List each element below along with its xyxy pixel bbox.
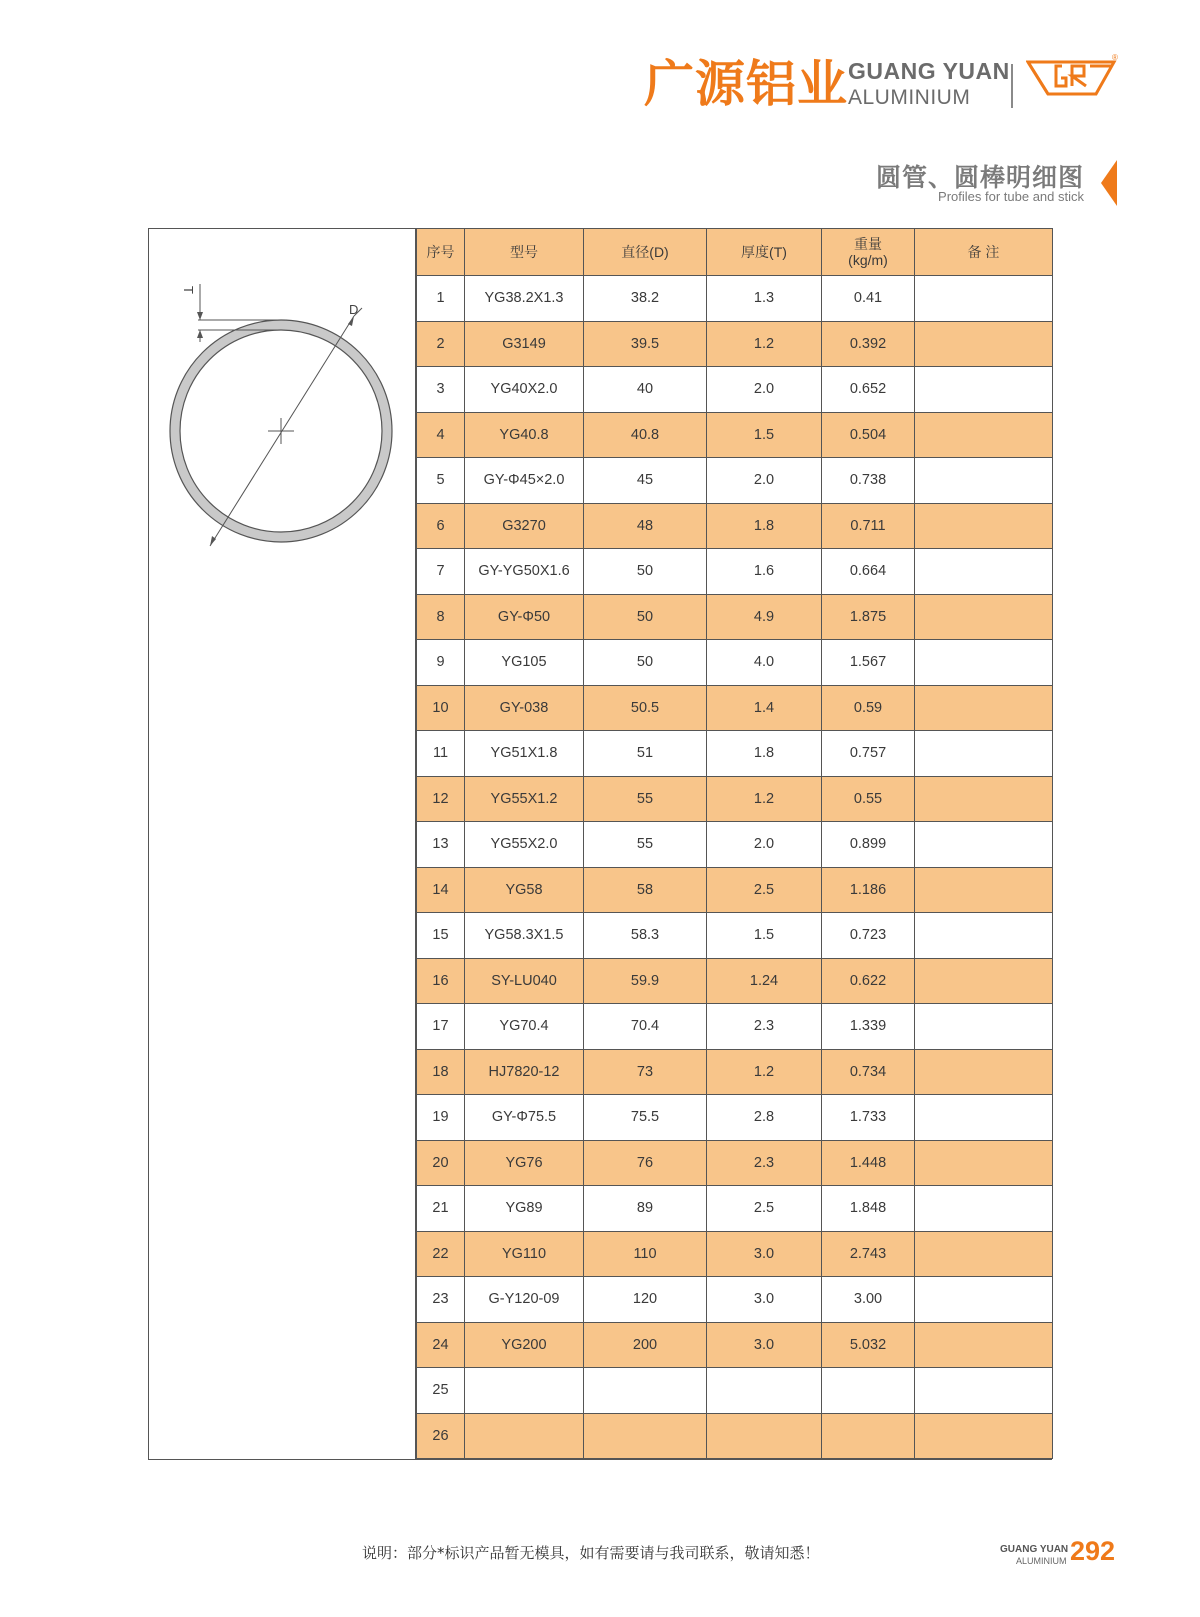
header-model: 型号: [465, 229, 584, 276]
cell-model: SY-LU040: [465, 958, 584, 1004]
cell-diameter: 39.5: [584, 321, 707, 367]
diagram-panel: [148, 228, 416, 1460]
cell-weight: 5.032: [822, 1322, 915, 1368]
cell-weight: 2.743: [822, 1231, 915, 1277]
cell-note: [915, 1095, 1053, 1141]
cell-weight: 0.734: [822, 1049, 915, 1095]
cell-weight: 0.664: [822, 549, 915, 595]
cell-idx: 6: [417, 503, 465, 549]
cell-weight: 0.55: [822, 776, 915, 822]
cell-idx: 25: [417, 1368, 465, 1414]
cell-note: [915, 458, 1053, 504]
cell-note: [915, 412, 1053, 458]
cell-diameter: 73: [584, 1049, 707, 1095]
cell-weight: 1.848: [822, 1186, 915, 1232]
table-header-row: [417, 229, 1053, 276]
header-weight-line2: (kg/m): [848, 252, 888, 268]
cell-weight: 1.448: [822, 1140, 915, 1186]
header-weight-line1: 重量: [854, 236, 882, 252]
cell-weight: [822, 1368, 915, 1414]
cell-model: YG110: [465, 1231, 584, 1277]
cell-note: [915, 276, 1053, 322]
cell-idx: 5: [417, 458, 465, 504]
header-idx: 序号: [417, 229, 465, 276]
cell-diameter: 75.5: [584, 1095, 707, 1141]
cell-weight: 1.186: [822, 867, 915, 913]
cell-model: YG200: [465, 1322, 584, 1368]
cell-diameter: 48: [584, 503, 707, 549]
cell-model: YG58.3X1.5: [465, 913, 584, 959]
diameter-label: D: [349, 302, 359, 317]
brand-name-cn: 广源铝业: [644, 55, 848, 113]
cell-diameter: 76: [584, 1140, 707, 1186]
cell-weight: 0.622: [822, 958, 915, 1004]
table-row: [417, 640, 1053, 686]
cell-thickness: 1.2: [707, 776, 822, 822]
table-row: [417, 549, 1053, 595]
header-note: 备 注: [915, 229, 1053, 276]
cell-note: [915, 594, 1053, 640]
cell-thickness: 3.0: [707, 1231, 822, 1277]
cell-idx: 8: [417, 594, 465, 640]
cell-model: YG58: [465, 867, 584, 913]
cell-weight: 0.59: [822, 685, 915, 731]
cell-weight: 0.738: [822, 458, 915, 504]
cell-model: YG55X2.0: [465, 822, 584, 868]
table-row: [417, 867, 1053, 913]
cell-note: [915, 731, 1053, 777]
table-row: [417, 1095, 1053, 1141]
cell-thickness: 1.5: [707, 913, 822, 959]
footer-brand-line1: GUANG YUAN: [1000, 1544, 1069, 1555]
cell-thickness: 1.24: [707, 958, 822, 1004]
cell-idx: 4: [417, 412, 465, 458]
thickness-label: T: [181, 286, 196, 294]
table-row: [417, 1277, 1053, 1323]
cell-note: [915, 1049, 1053, 1095]
left-arrow-marker-icon: [1100, 160, 1118, 206]
table-row: [417, 1231, 1053, 1277]
table-row: [417, 776, 1053, 822]
cell-thickness: 2.8: [707, 1095, 822, 1141]
cell-diameter: 50: [584, 640, 707, 686]
cell-thickness: 1.4: [707, 685, 822, 731]
cell-diameter: 110: [584, 1231, 707, 1277]
cell-model: GY-Φ75.5: [465, 1095, 584, 1141]
cell-weight: 1.733: [822, 1095, 915, 1141]
cell-diameter: 45: [584, 458, 707, 504]
table-row: [417, 913, 1053, 959]
cell-idx: 14: [417, 867, 465, 913]
cell-diameter: 89: [584, 1186, 707, 1232]
cell-weight: 0.723: [822, 913, 915, 959]
cell-model: YG40X2.0: [465, 367, 584, 413]
cell-note: [915, 685, 1053, 731]
table-row: [417, 367, 1053, 413]
cell-idx: 17: [417, 1004, 465, 1050]
cell-diameter: 38.2: [584, 276, 707, 322]
cell-weight: 0.757: [822, 731, 915, 777]
cell-idx: 22: [417, 1231, 465, 1277]
cell-diameter: 50: [584, 594, 707, 640]
cell-model: YG38.2X1.3: [465, 276, 584, 322]
cell-thickness: 2.0: [707, 367, 822, 413]
cell-note: [915, 1186, 1053, 1232]
cell-diameter: 55: [584, 822, 707, 868]
cell-model: HJ7820-12: [465, 1049, 584, 1095]
cell-thickness: 1.3: [707, 276, 822, 322]
cell-model: GY-YG50X1.6: [465, 549, 584, 595]
cell-diameter: [584, 1413, 707, 1459]
registered-mark: ®: [1112, 53, 1118, 62]
cell-weight: 0.392: [822, 321, 915, 367]
cell-diameter: 40: [584, 367, 707, 413]
cell-weight: 1.875: [822, 594, 915, 640]
table-row: [417, 594, 1053, 640]
cell-model: [465, 1413, 584, 1459]
cell-model: YG89: [465, 1186, 584, 1232]
cell-thickness: 3.0: [707, 1322, 822, 1368]
cell-model: GY-Φ50: [465, 594, 584, 640]
cell-idx: 7: [417, 549, 465, 595]
cell-idx: 24: [417, 1322, 465, 1368]
cell-idx: 11: [417, 731, 465, 777]
table-row: [417, 412, 1053, 458]
table-row: [417, 1186, 1053, 1232]
brand-name-en-line2: ALUMINIUM: [848, 86, 971, 109]
spec-table: [416, 228, 1053, 1459]
table-row: [417, 1140, 1053, 1186]
cell-model: YG51X1.8: [465, 731, 584, 777]
cell-note: [915, 1140, 1053, 1186]
cell-weight: 0.652: [822, 367, 915, 413]
table-row: [417, 685, 1053, 731]
cell-thickness: 4.0: [707, 640, 822, 686]
cell-diameter: 58.3: [584, 913, 707, 959]
cell-thickness: [707, 1368, 822, 1414]
brand-name-en-line1: GUANG YUAN: [848, 58, 1010, 84]
table-row: [417, 503, 1053, 549]
table-row: [417, 1413, 1053, 1459]
cell-note: [915, 1277, 1053, 1323]
cell-thickness: 2.5: [707, 1186, 822, 1232]
footer-brand-line2: ALUMINIUM: [1016, 1556, 1067, 1566]
cell-note: [915, 958, 1053, 1004]
cell-thickness: 2.3: [707, 1004, 822, 1050]
cell-note: [915, 1004, 1053, 1050]
cell-model: YG70.4: [465, 1004, 584, 1050]
table-row: [417, 822, 1053, 868]
cell-diameter: [584, 1368, 707, 1414]
cell-idx: 16: [417, 958, 465, 1004]
cell-model: GY-038: [465, 685, 584, 731]
cell-idx: 12: [417, 776, 465, 822]
table-row: [417, 958, 1053, 1004]
cell-model: YG40.8: [465, 412, 584, 458]
cell-weight: 1.567: [822, 640, 915, 686]
cell-idx: 23: [417, 1277, 465, 1323]
cell-idx: 1: [417, 276, 465, 322]
cell-idx: 13: [417, 822, 465, 868]
cell-diameter: 59.9: [584, 958, 707, 1004]
header-diameter: 直径(D): [584, 229, 707, 276]
cell-diameter: 70.4: [584, 1004, 707, 1050]
cell-idx: 3: [417, 367, 465, 413]
brand-separator: [1011, 64, 1013, 108]
cell-model: [465, 1368, 584, 1414]
cell-thickness: 4.9: [707, 594, 822, 640]
cell-idx: 19: [417, 1095, 465, 1141]
footnote: 说明：部分*标识产品暂无模具，如有需要请与我司联系，敬请知悉！: [362, 1544, 820, 1562]
table-row: [417, 276, 1053, 322]
cell-idx: 9: [417, 640, 465, 686]
cell-note: [915, 321, 1053, 367]
cell-note: [915, 913, 1053, 959]
cell-note: [915, 776, 1053, 822]
cell-idx: 18: [417, 1049, 465, 1095]
table-row: [417, 1049, 1053, 1095]
cell-note: [915, 503, 1053, 549]
cell-note: [915, 867, 1053, 913]
cell-thickness: 2.3: [707, 1140, 822, 1186]
cell-model: YG55X1.2: [465, 776, 584, 822]
cell-thickness: 3.0: [707, 1277, 822, 1323]
cell-thickness: [707, 1413, 822, 1459]
cell-weight: 0.899: [822, 822, 915, 868]
cell-note: [915, 367, 1053, 413]
cell-note: [915, 549, 1053, 595]
company-logo-icon: [1026, 52, 1121, 102]
cell-note: [915, 1322, 1053, 1368]
cell-diameter: 51: [584, 731, 707, 777]
cell-thickness: 1.2: [707, 1049, 822, 1095]
cell-model: YG105: [465, 640, 584, 686]
tube-cross-section-diagram: [148, 228, 416, 588]
cell-model: YG76: [465, 1140, 584, 1186]
cell-thickness: 1.8: [707, 503, 822, 549]
cell-model: G3149: [465, 321, 584, 367]
cell-note: [915, 822, 1053, 868]
cell-idx: 20: [417, 1140, 465, 1186]
cell-diameter: 50.5: [584, 685, 707, 731]
cell-idx: 26: [417, 1413, 465, 1459]
cell-diameter: 120: [584, 1277, 707, 1323]
cell-weight: 0.711: [822, 503, 915, 549]
cell-weight: [822, 1413, 915, 1459]
cell-diameter: 40.8: [584, 412, 707, 458]
cell-idx: 10: [417, 685, 465, 731]
header-weight: [822, 229, 915, 276]
cell-note: [915, 1413, 1053, 1459]
table-row: [417, 1322, 1053, 1368]
section-title: 圆管、圆棒明细图: [875, 163, 1084, 192]
cell-diameter: 55: [584, 776, 707, 822]
cell-thickness: 1.8: [707, 731, 822, 777]
cell-thickness: 1.6: [707, 549, 822, 595]
table-row: [417, 1004, 1053, 1050]
page-number: 292: [1070, 1536, 1116, 1566]
cell-thickness: 2.0: [707, 458, 822, 504]
cell-weight: 3.00: [822, 1277, 915, 1323]
cell-weight: 1.339: [822, 1004, 915, 1050]
cell-idx: 15: [417, 913, 465, 959]
cell-thickness: 2.0: [707, 822, 822, 868]
cell-thickness: 1.2: [707, 321, 822, 367]
cell-diameter: 50: [584, 549, 707, 595]
table-row: [417, 1368, 1053, 1414]
cell-model: G3270: [465, 503, 584, 549]
header-thickness: 厚度(T): [707, 229, 822, 276]
section-subtitle: Profiles for tube and stick: [938, 189, 1084, 204]
cell-thickness: 1.5: [707, 412, 822, 458]
cell-thickness: 2.5: [707, 867, 822, 913]
table-row: [417, 321, 1053, 367]
cell-weight: 0.504: [822, 412, 915, 458]
cell-note: [915, 640, 1053, 686]
cell-weight: 0.41: [822, 276, 915, 322]
cell-model: GY-Φ45×2.0: [465, 458, 584, 504]
table-row: [417, 731, 1053, 777]
table-row: [417, 458, 1053, 504]
cell-idx: 2: [417, 321, 465, 367]
cell-note: [915, 1231, 1053, 1277]
cell-diameter: 200: [584, 1322, 707, 1368]
cell-diameter: 58: [584, 867, 707, 913]
cell-model: G-Y120-09: [465, 1277, 584, 1323]
cell-note: [915, 1368, 1053, 1414]
cell-idx: 21: [417, 1186, 465, 1232]
